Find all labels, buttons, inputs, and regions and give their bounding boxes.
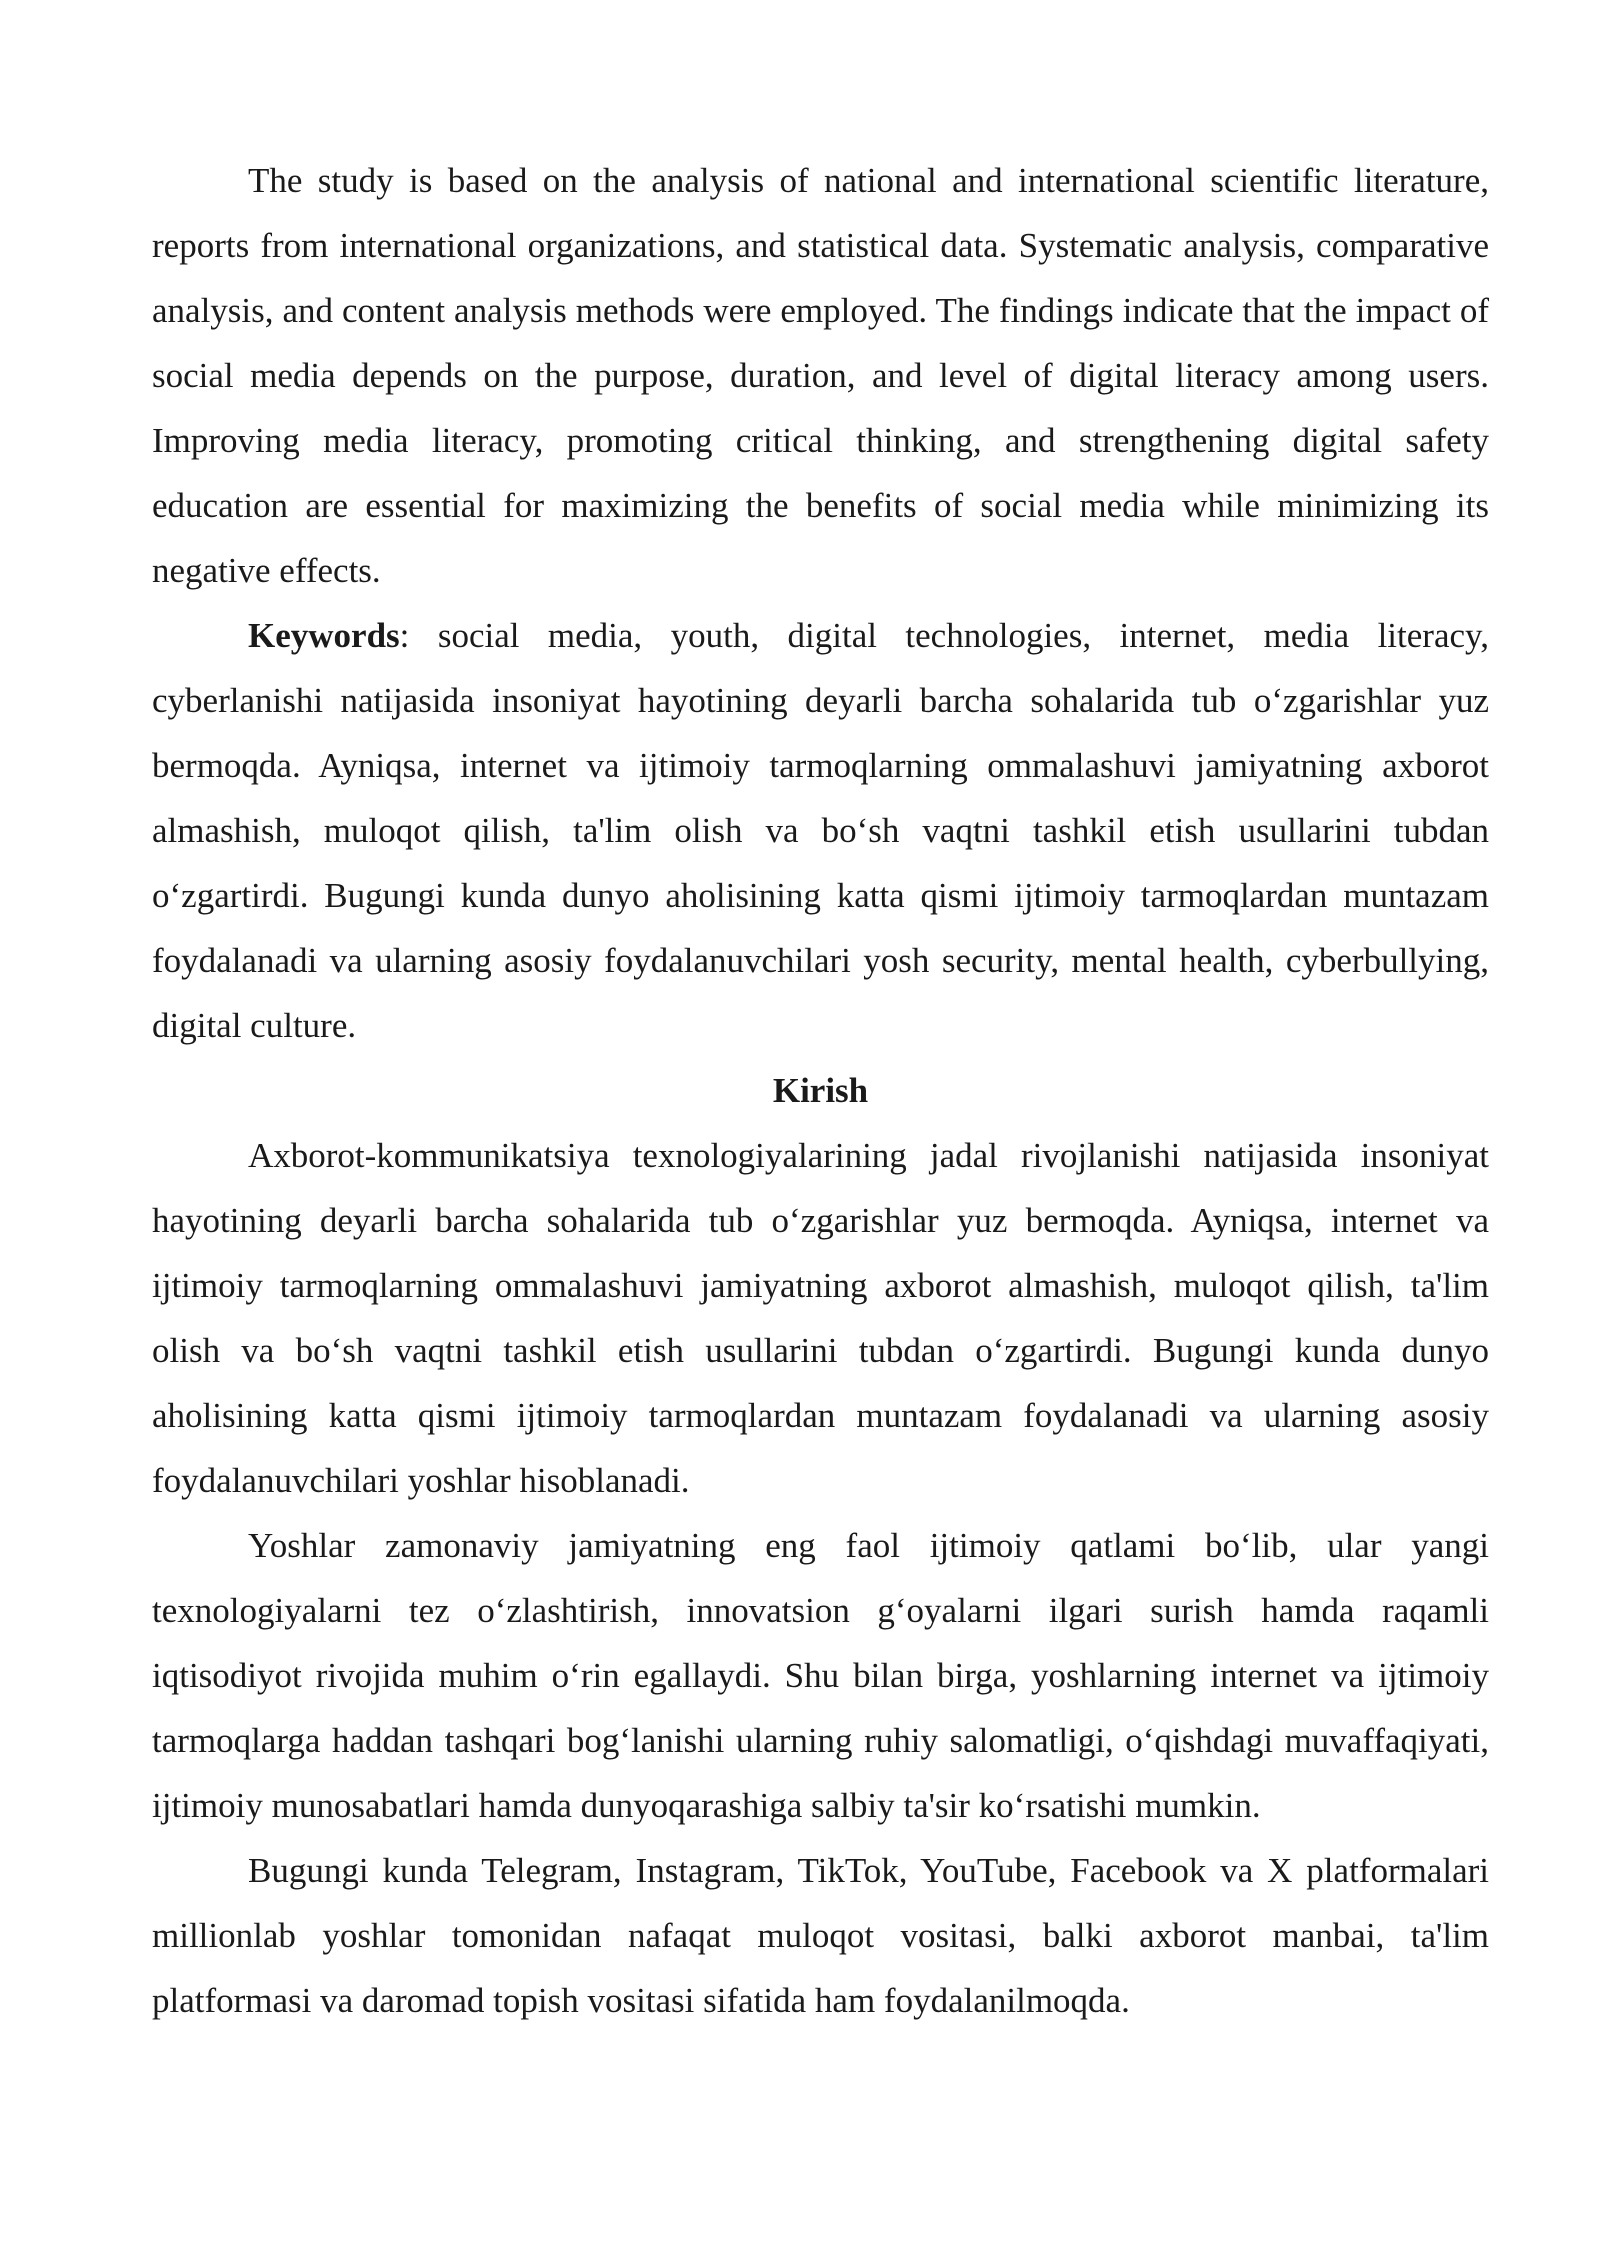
document-page <box>152 148 1489 2033</box>
abstract-paragraph: The study is based on the analysis of national and international scientific literature, reports from international organizations, and statistical data. Systematic analysis, comparative analysis, and content analysis methods were employed. The findings indicate that the impact of social media depends on the purpose, duration, and level of digital literacy among users. Improving media literacy, promoting critical thinking, and strengthening digital safety education are essential for maximizing the benefits of social media while minimizing its negative effects. <box>152 161 1489 590</box>
section-heading: Kirish <box>772 1071 869 1110</box>
body-paragraph: Axborot-kommunikatsiya texnologiyalarining jadal rivojlanishi natijasida insoniyat hayotining deyarli barcha sohalarida tub o‘zgarishlar yuz bermoqda. Ayniqsa, internet va ijtimoiy tarmoqlarning ommalashuvi jamiyatning axborot almashish, muloqot qilish, ta'lim olish va bo‘sh vaqtni tashkil etish usullarini tubdan o‘zgartirdi. Bugungi kunda dunyo aholisining katta qismi ijtimoiy tarmoqlardan muntazam foydalanadi va ularning asosiy foydalanuvchilari yoshlar hisoblanadi. <box>152 1136 1489 1500</box>
keywords-text: : social media, youth, digital technologies, internet, media literacy, cyberlanishi natijasida insoniyat hayotining deyarli barcha sohalarida tub o‘zgarishlar yuz bermoqda. Ayniqsa, internet va ijtimoiy tarmoqlarning ommalashuvi jamiyatning axborot almashish, muloqot qilish, ta'lim olish va bo‘sh vaqtni tashkil etish usullarini tubdan o‘zgartirdi. Bugungi kunda dunyo aholisining katta qismi ijtimoiy tarmoqlardan muntazam foydalanadi va ularning asosiy foydalanuvchilari yosh security, mental health, cyberbullying, digital culture. <box>152 616 1489 1045</box>
body-paragraph: Bugungi kunda Telegram, Instagram, TikTok, YouTube, Facebook va X platformalari millionlab yoshlar tomonidan nafaqat muloqot vositasi, balki axborot manbai, ta'lim platformasi va daromad topish vositasi sifatida ham foydalanilmoqda. <box>152 1851 1489 2020</box>
body-paragraph: Yoshlar zamonaviy jamiyatning eng faol ijtimoiy qatlami bo‘lib, ular yangi texnologiyalarni tez o‘zlashtirish, innovatsion g‘oyalarni ilgari surish hamda raqamli iqtisodiyot rivojida muhim o‘rin egallaydi. Shu bilan birga, yoshlarning internet va ijtimoiy tarmoqlarga haddan tashqari bog‘lanishi ularning ruhiy salomatligi, o‘qishdagi muvaffaqiyati, ijtimoiy munosabatlari hamda dunyoqarashiga salbiy ta'sir ko‘rsatishi mumkin. <box>152 1526 1489 1825</box>
keywords-label: Keywords <box>248 616 400 655</box>
keywords-paragraph <box>152 603 1489 1058</box>
